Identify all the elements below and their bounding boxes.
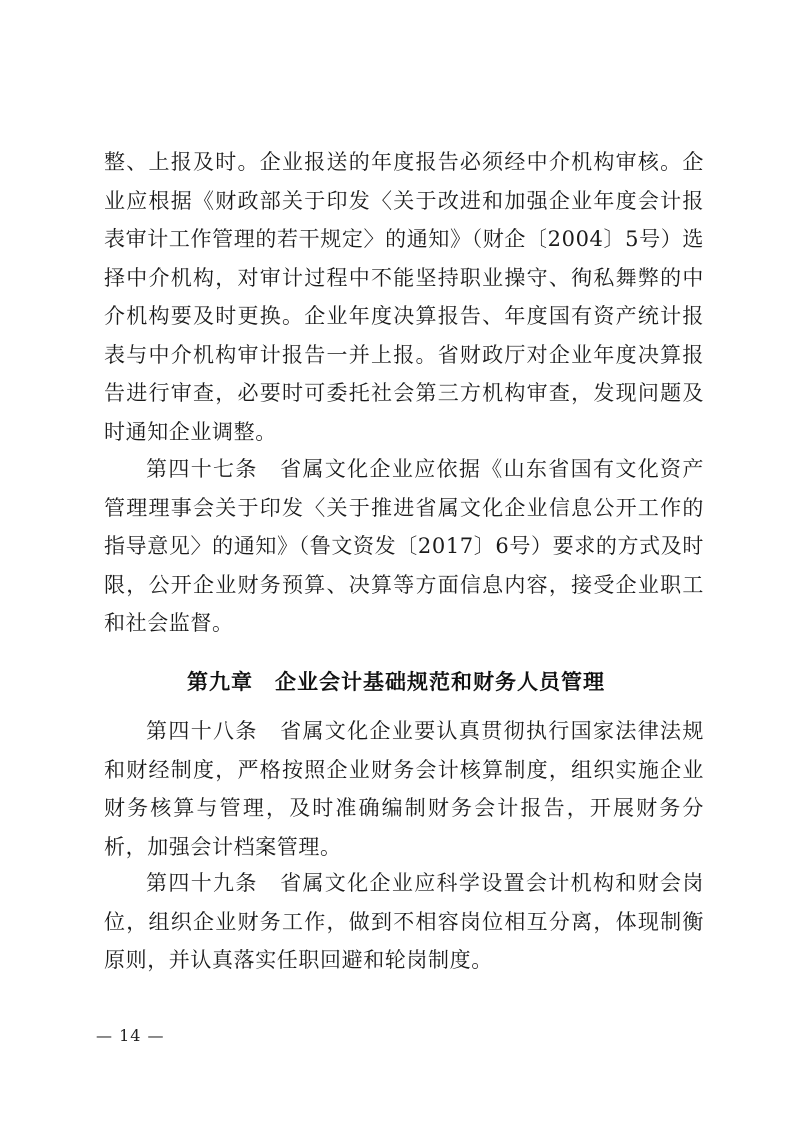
paragraph-article-46-continuation: 整、上报及时。企业报送的年度报告必须经中介机构审核。企业应根据《财政部关于印发〈关于改进和加强企业年度会计报表审计工作管理的若干规定〉的通知》（财企〔2004〕5号）选择中介机构，对审计过程中不能坚持职业操守、徇私舞弊的中介机构要及时更换。企业年度决算报告、年度国有资产统计报表与中介机构审计报告一并上报。省财政厅对企业年度决算报告进行审查，必要时可委托社会第三方机构审查，发现问题及时通知企业调整。 [104, 150, 704, 444]
chapter-title: 企业会计基础规范和财务人员管理 [275, 670, 605, 694]
page-number: — 14 — [96, 1026, 165, 1045]
paragraph-article-49: 第四十九条 省属文化企业应科学设置会计机构和财会岗位，组织企业财务工作，做到不相容岗位相互分离，体现制衡原则，并认真落实任职回避和轮岗制度。 [104, 871, 704, 972]
paragraph-article-48: 第四十八条 省属文化企业要认真贯彻执行国家法律法规和财经制度，严格按照企业财务会计核算制度，组织实施企业财务核算与管理，及时准确编制财务会计报告，开展财务分析，加强会计档案管理。 [104, 719, 704, 859]
chapter-number: 第九章 [187, 670, 253, 694]
chapter-heading [0, 666, 792, 696]
paragraph-article-47: 第四十七条 省属文化企业应依据《山东省国有文化资产管理理事会关于印发〈关于推进省属文化企业信息公开工作的指导意见〉的通知》（鲁文资发〔2017〕6号）要求的方式及时限，公开企业财务预算、决算等方面信息内容，接受企业职工和社会监督。 [104, 457, 704, 635]
